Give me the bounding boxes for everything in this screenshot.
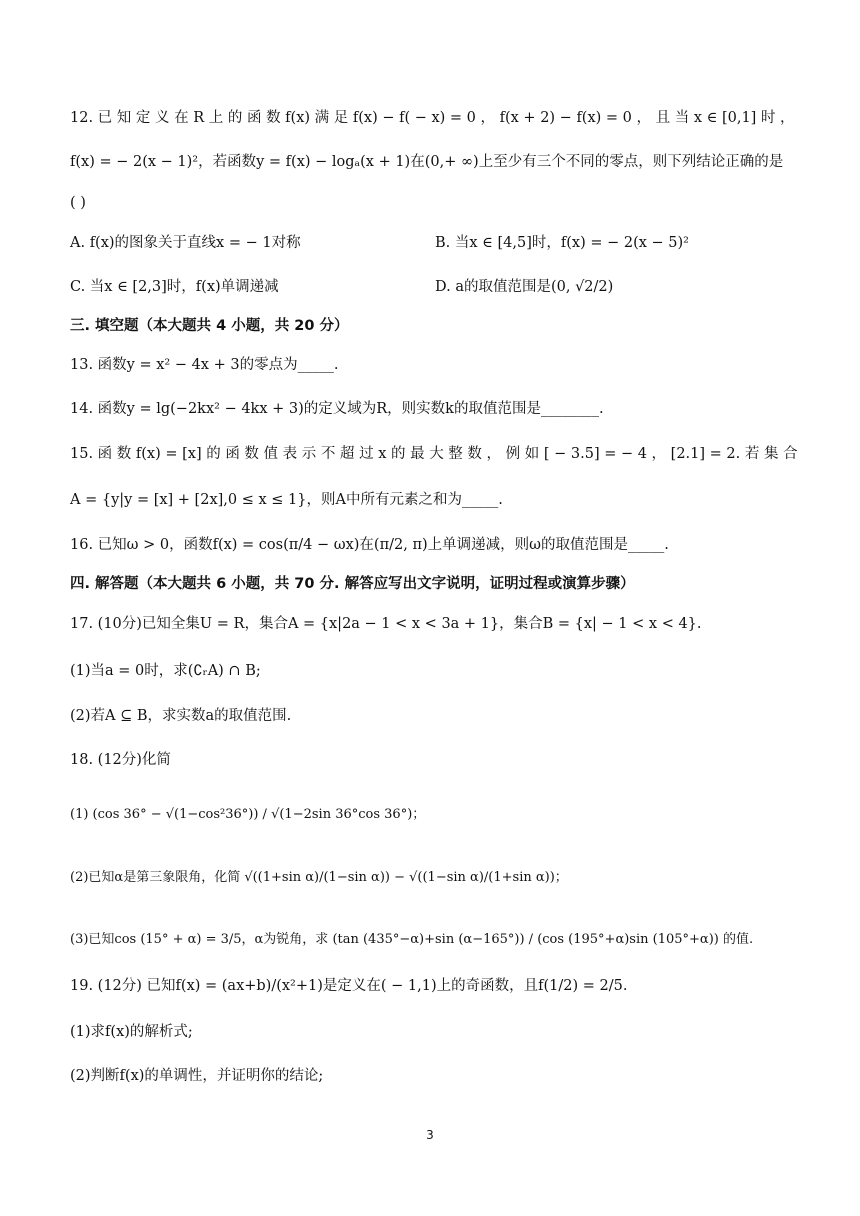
q18-part3: (3)已知cos (15° + α) = 3/5，α为锐角，求 (tan (435°−α)+sin (α−165°)) / (cos (195°+α)sin (105°+α)) 的值.: [70, 932, 754, 947]
q17-stem: 17. (10分)已知全集U = R，集合A = {x|2a − 1 < x < 3a + 1}，集合B = {x| − 1 < x < 4}.: [70, 616, 702, 632]
q12-option-d: D. a的取值范围是(0, √2/2): [435, 279, 614, 295]
q16: 16. 已知ω > 0，函数f(x) = cos(π/4 − ωx)在(π/2, π)上单调递减，则ω的取值范围是_____.: [70, 537, 669, 553]
q17-part2: (2)若A ⊆ B，求实数a的取值范围.: [70, 708, 292, 724]
q19-part2: (2)判断f(x)的单调性，并证明你的结论;: [70, 1068, 324, 1084]
q18-part1: (1) (cos 36° − √(1−cos²36°)) / √(1−2sin 36°cos 36°)；: [70, 807, 426, 822]
q13: 13. 函数y = x² − 4x + 3的零点为_____.: [70, 357, 339, 373]
section-3-heading: 三. 填空题（本大题共 4 小题，共 20 分）: [70, 318, 349, 334]
q19-part1: (1)求f(x)的解析式;: [70, 1024, 193, 1040]
q12-paren: ( ): [70, 195, 86, 211]
q15-line1: 15. 函 数 f(x) = [x] 的 函 数 值 表 示 不 超 过 x 的 最 大 整 数 ， 例 如 [ − 3.5] = − 4 ， [2.1] = 2. 若 集 合: [70, 446, 798, 462]
q15-line2: A = {y|y = [x] + [2x],0 ≤ x ≤ 1}，则A中所有元素之和为_____.: [70, 492, 503, 508]
page-number: 3: [426, 1128, 434, 1142]
q12-line2: f(x) = − 2(x − 1)²，若函数y = f(x) − logₐ(x + 1)在(0,+ ∞)上至少有三个不同的零点，则下列结论正确的是: [70, 154, 784, 170]
q12-option-a: A. f(x)的图象关于直线x = − 1对称: [70, 235, 301, 251]
q12-option-c: C. 当x ∈ [2,3]时，f(x)单调递减: [70, 279, 279, 295]
q17-part1: (1)当a = 0时，求(∁ᵣA) ∩ B;: [70, 663, 261, 679]
q12-line1: 12. 已 知 定 义 在 R 上 的 函 数 f(x) 满 足 f(x) − f( − x) = 0 ， f(x + 2) − f(x) = 0 ， 且 当 x ∈ [0,1] 时 ，: [70, 110, 795, 126]
q18-stem: 18. (12分)化简: [70, 752, 171, 768]
q14: 14. 函数y = lg(−2kx² − 4kx + 3)的定义域为R，则实数k的取值范围是________.: [70, 401, 604, 417]
section-4-heading: 四. 解答题（本大题共 6 小题，共 70 分. 解答应写出文字说明，证明过程或演算步骤）: [70, 576, 635, 592]
q12-option-b: B. 当x ∈ [4,5]时，f(x) = − 2(x − 5)²: [435, 235, 689, 251]
q19-stem: 19. (12分) 已知f(x) = (ax+b)/(x²+1)是定义在( − 1,1)上的奇函数，且f(1/2) = 2/5.: [70, 978, 628, 994]
q18-part2: (2)已知α是第三象限角，化简 √((1+sin α)/(1−sin α)) − √((1−sin α)/(1+sin α))；: [70, 870, 568, 885]
